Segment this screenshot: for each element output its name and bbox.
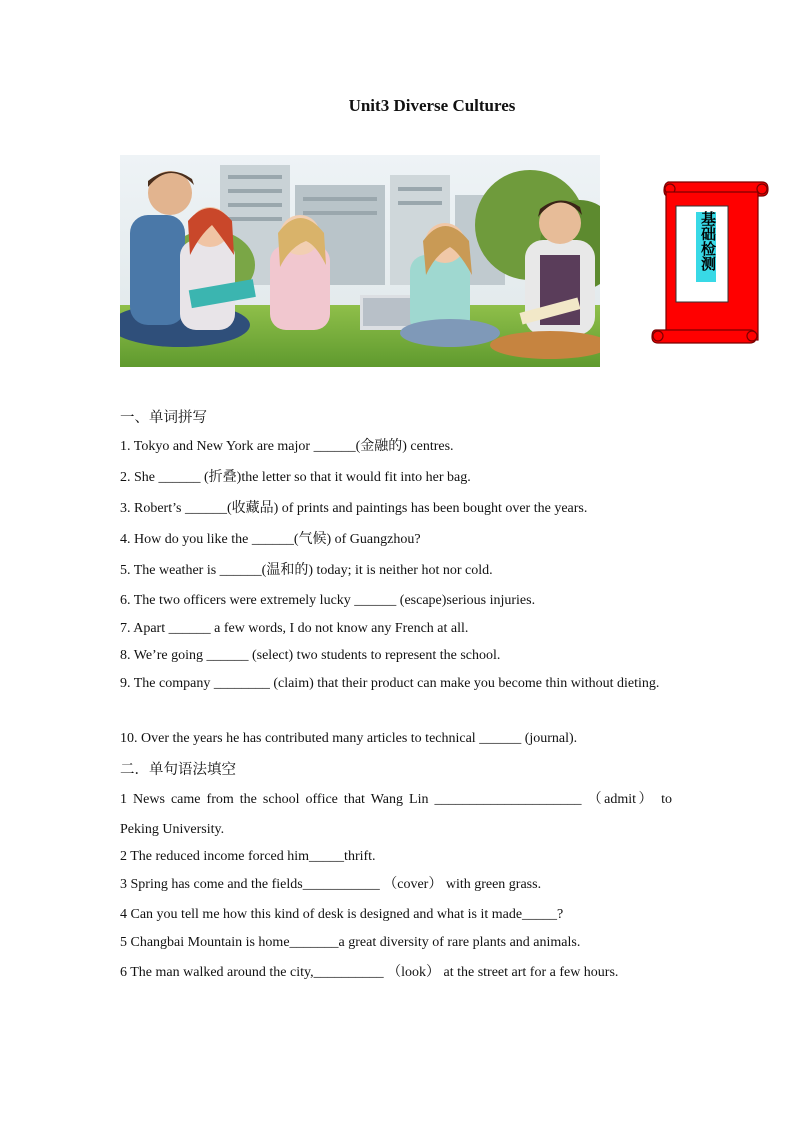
list-item: 1 News came from the school office that Wang Lin _____________________ （admit） to Peking University. <box>120 792 672 837</box>
list-item: 7. Apart ______ a few words, I do not know any French at all. <box>120 621 469 636</box>
section-heading-spelling: 一、单词拼写 <box>120 410 207 426</box>
list-item: 5 Changbai Mountain is home_______a great diversity of rare plants and animals. <box>120 935 581 950</box>
list-item: 4. How do you like the ______(气候) of Guangzhou? <box>120 532 421 547</box>
list-item: 5. The weather is ______(温和的) today; it is neither hot nor cold. <box>120 563 493 578</box>
scroll-banner <box>650 180 770 345</box>
list-item: 4 Can you tell me how this kind of desk is designed and what is it made_____? <box>120 907 564 922</box>
list-item: 6. The two officers were extremely lucky ______ (escape)serious injuries. <box>120 593 536 608</box>
list-item: 6 The man walked around the city,__________ （look） at the street art for a few hours. <box>120 965 619 980</box>
list-item: 3 Spring has come and the fields___________ （cover） with green grass. <box>120 877 542 892</box>
list-item: 8. We’re going ______ (select) two students to represent the school. <box>120 648 501 663</box>
page-title: Unit3 Diverse Cultures <box>348 96 516 115</box>
list-item: 2. She ______ (折叠)the letter so that it would fit into her bag. <box>120 470 471 485</box>
list-item: 10. Over the years he has contributed many articles to technical ______ (journal). <box>120 731 578 746</box>
list-item: 1. Tokyo and New York are major ______(金融的) centres. <box>120 439 454 454</box>
list-item: 2 The reduced income forced him_____thrift. <box>120 849 376 864</box>
section-heading-grammar: 二．单句语法填空 <box>120 762 236 778</box>
list-item: 3. Robert’s ______(收藏品) of prints and paintings has been bought over the years. <box>120 501 588 516</box>
students-photo <box>120 155 600 367</box>
list-item: 9. The company ________ (claim) that their product can make you become thin without dieting. <box>120 676 660 691</box>
scroll-label: 基础检测 <box>699 211 717 271</box>
